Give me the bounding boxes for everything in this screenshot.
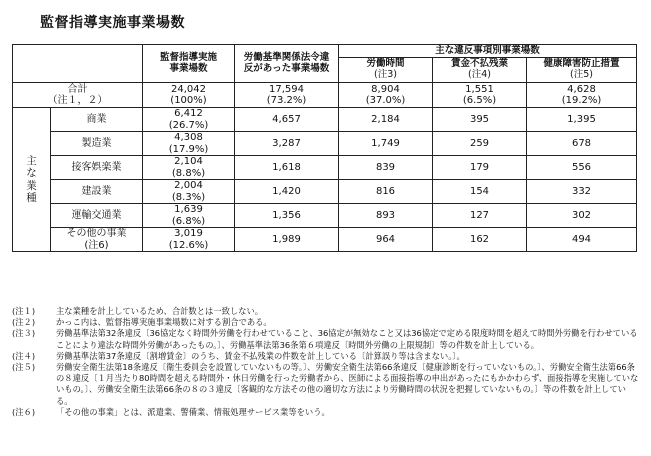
footnotes	[12, 306, 642, 418]
table-row: その他の事業 (注6) 3,019 (12.6%) 1,989 964 162 494	[13, 228, 637, 252]
table-row: 建設業 2,004 (8.3%) 1,420 816 154 332	[13, 180, 637, 204]
header-major-violations: 主な違反事項別事業場数	[339, 45, 637, 58]
header-violation: 労働基準関係法令違 反があった事業場数	[235, 45, 339, 83]
page-title: 監督指導実施事業場数	[40, 15, 185, 31]
table-row: 主 な 業 種 商業 6,412 (26.7%) 4,657 2,184 395 1,395	[13, 108, 637, 132]
header-wage: 賃金不払残業 (注4)	[433, 58, 527, 83]
total-row: 合計 （注１，２） 24,042 (100%) 17,594 (73.2%) 8,904 (37.0%) 1,551 (6.5%) 4,628 (19.2%)	[13, 83, 637, 108]
header-health: 健康障害防止措置 (注5)	[527, 58, 637, 83]
header-hours: 労働時間 (注3)	[339, 58, 433, 83]
table-row: 運輸交通業 1,639 (6.8%) 1,356 893 127 302	[13, 204, 637, 228]
header-blank	[13, 45, 143, 83]
footnote: (注２) かっこ内は、監督指導実施事業場数に対する割合である。	[12, 317, 272, 328]
header-supervised: 監督指導実施 事業場数	[143, 45, 235, 83]
footnote: (注３) 労働基準法第32条違反〔36協定なく時間外労働を行わせていること、36協定が無効なこと又は36協定で定める限度時間を超えて時間外労働を行わせていることにより違法な時間外労働があったもの。〕、労働基準法第36条第６項違反〔時間外労働の上限規制〕等の件数を計上している。	[12, 328, 638, 350]
footnote: (注５) 労働安全衛生法第18条違反〔衛生委員会を設置していないもの等。〕、労働安全衛生法第66条違反〔健康診断を行っていないもの。〕、労働安全衛生法第66条の８違反〔１月当たり80時間を超える時間外・休日労働を行った労働者から、医師による面接指導の申出があったにもかかわらず、面接指導を実施していないもの。〕、労働安全衛生法第66条の８の３違反〔客観的な方法その他の適切な方法により労働時間の状況を把握していないもの。〕等の件数を計上している。	[12, 362, 639, 406]
table-row: 接客娯楽業 2,104 (8.8%) 1,618 839 179 556	[13, 156, 637, 180]
side-label: 主 な 業 種	[13, 108, 51, 252]
footnote: (注６) 「その他の事業」とは、派遣業、警備業、情報処理サービス業等をいう。	[12, 406, 330, 417]
footnote: (注１) 主な業種を計上しているため、合計数とは一致しない。	[12, 306, 264, 316]
inspection-table	[12, 44, 637, 252]
footnote: (注４) 労働基準法第37条違反〔割増賃金〕のうち、賃金不払残業の件数を計上している〔計算誤り等は含まない。〕。	[12, 350, 465, 361]
table-row: 製造業 4,308 (17.9%) 3,287 1,749 259 678	[13, 132, 637, 156]
